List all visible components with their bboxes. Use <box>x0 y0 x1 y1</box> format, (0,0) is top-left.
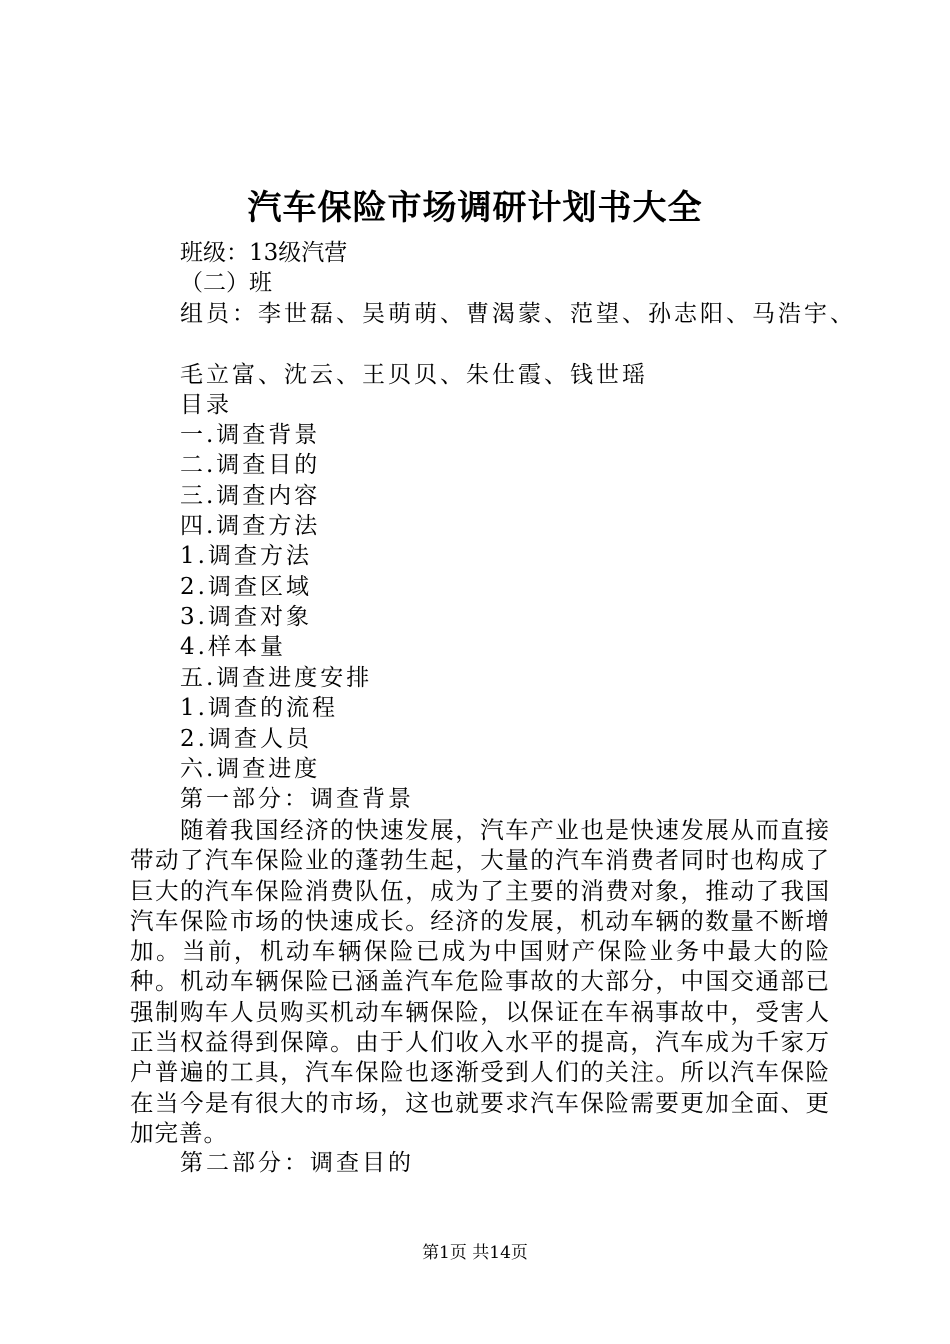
toc-item: 4.样本量 <box>180 634 286 660</box>
toc-heading: 目录 <box>180 392 232 418</box>
toc-item: 五.调查进度安排 <box>180 665 373 691</box>
toc-item: 一.调查背景 <box>180 422 321 448</box>
toc-item: 1.调查的流程 <box>180 695 338 721</box>
part1-body: 随着我国经济的快速发展，汽车产业也是快速发展从而直接带动了汽车保险业的蓬勃生起，大量的汽车消费者同时也构成了巨大的汽车保险消费队伍，成为了主要的消费对象，推动了我国汽车保险市场的快速成长。经济的发展，机动车辆的数量不断增加。当前，机动车辆保险已成为中国财产保险业务中最大的险种。机动车辆保险已涵盖汽车危险事故的大部分，中国交通部已强制购车人员购买机动车辆保险，以保证在车祸事故中，受害人正当权益得到保障。由于人们收入水平的提高，汽车成为千家万户普遍的工具，汽车保险也逐渐受到人们的关注。所以汽车保险在当今是有很大的市场，这也就要求汽车保险需要更加全面、更加完善。 <box>130 816 830 1147</box>
part2-heading: 第二部分：调查目的 <box>180 1150 414 1176</box>
class-line: 班级：13级汽营 <box>180 240 348 266</box>
toc-item: 六.调查进度 <box>180 756 321 782</box>
members-line-1: 组员：李世磊、吴萌萌、曹渴蒙、范望、孙志阳、马浩宇、 <box>180 301 856 327</box>
toc-item: 1.调查方法 <box>180 543 312 569</box>
toc-item: 三.调查内容 <box>180 483 321 509</box>
toc-item: 3.调查对象 <box>180 604 312 630</box>
document-title: 汽车保险市场调研计划书大全 <box>247 188 703 228</box>
toc-item: 二.调查目的 <box>180 452 321 478</box>
part1-heading: 第一部分：调查背景 <box>180 786 414 812</box>
class-sub-line: （二）班 <box>180 270 272 296</box>
members-line-2: 毛立富、沈云、王贝贝、朱仕霞、钱世瑶 <box>180 362 648 388</box>
page-footer: 第1页 共14页 <box>422 1243 528 1263</box>
toc-item: 2.调查人员 <box>180 726 312 752</box>
toc-item: 2.调查区域 <box>180 574 312 600</box>
toc-item: 四.调查方法 <box>180 513 321 539</box>
